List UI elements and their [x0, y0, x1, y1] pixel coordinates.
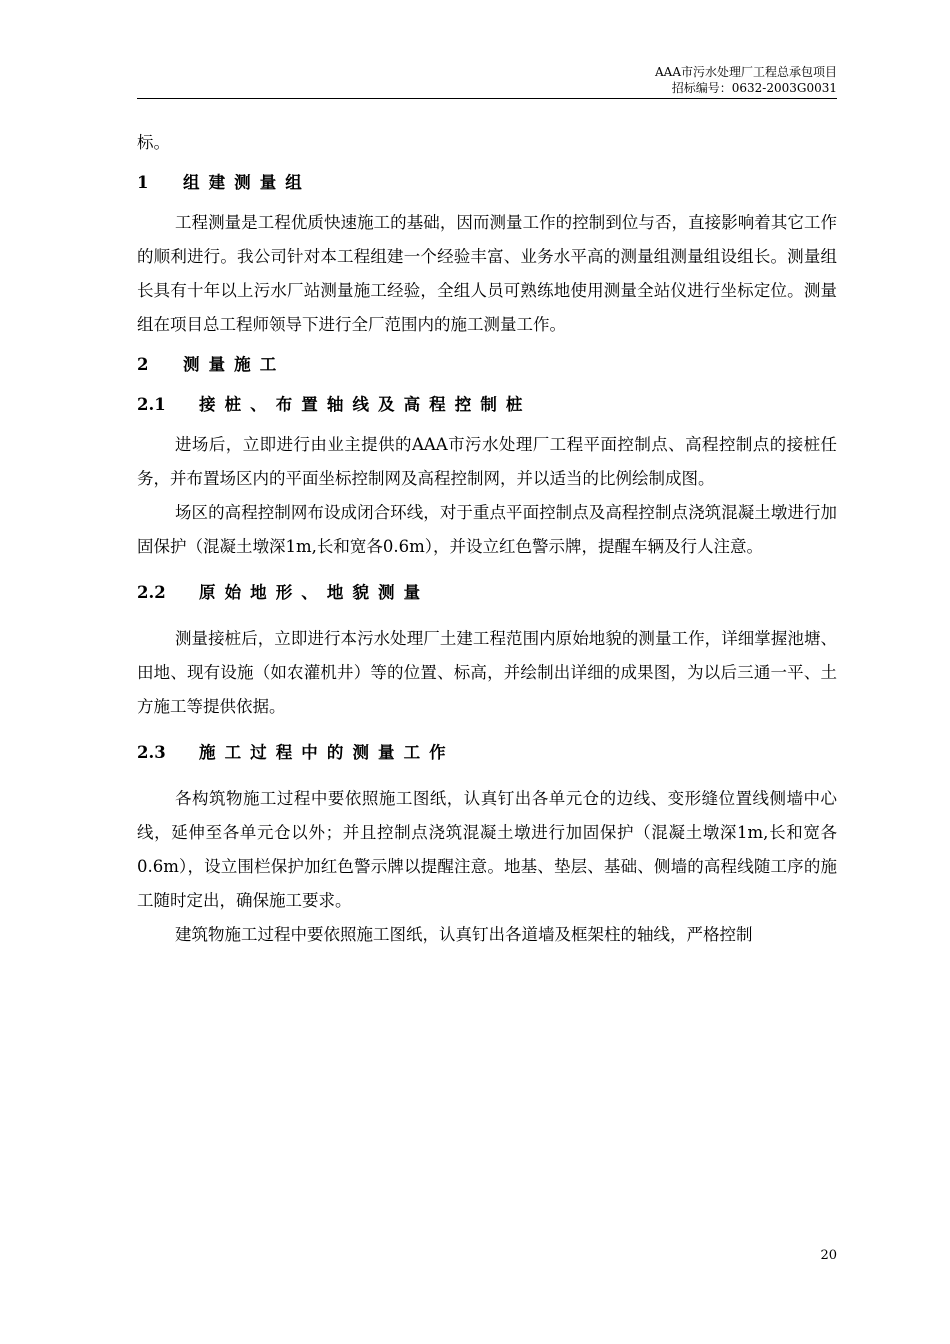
page-number: 20 [820, 1248, 837, 1263]
heading-number: 2.1 [137, 395, 166, 414]
paragraph-elevation-network: 场区的高程控制网布设成闭合环线，对于重点平面控制点及高程控制点浇筑混凝土墩进行加固保护（混凝土墩深1m,长和宽各0.6m），并设立红色警示牌，提醒车辆及行人注意。 [137, 503, 837, 556]
heading-form-survey-team [137, 166, 837, 200]
paragraph-terrain-survey: 测量接桩后，立即进行本污水处理厂土建工程范围内原始地貌的测量工作，详细掌握池塘、田地、现有设施（如农灌机井）等的位置、标高，并绘制出详细的成果图，为以后三通一平、土方施工等提供依据。 [137, 629, 837, 716]
heading-title: 接桩、布置轴线及高程控制桩 [199, 395, 532, 414]
heading-title: 测量施工 [183, 355, 286, 374]
heading-title: 原始地形、地貌测量 [199, 583, 430, 602]
page-header [137, 64, 837, 96]
heading-number: 1 [137, 173, 149, 192]
paragraph-structure-survey: 各构筑物施工过程中要依照施工图纸，认真钉出各单元仓的边线、变形缝位置线侧墙中心线，延伸至各单元仓以外；并且控制点浇筑混凝土墩进行加固保护（混凝土墩深1m,长和宽各0.6m），设立围栏保护加红色警示牌以提醒注意。地基、垫层、基础、侧墙的高程线随工序的施工随时定出，确保施工要求。 [137, 789, 837, 910]
heading-control-piles [137, 388, 837, 422]
heading-title: 施工过程中的测量工作 [199, 743, 455, 762]
header-divider [137, 98, 837, 99]
header-project-name: AAA市污水处理厂工程总承包项目 [655, 65, 837, 79]
paragraph-building-survey: 建筑物施工过程中要依照施工图纸，认真钉出各道墙及框架柱的轴线，严格控制 [175, 925, 753, 944]
paragraph-continuation: 标。 [137, 133, 170, 152]
header-tender-number: 招标编号：0632-2003G0031 [671, 81, 837, 95]
heading-terrain-survey [137, 576, 837, 610]
heading-construction-survey [137, 736, 837, 770]
heading-number: 2 [137, 355, 149, 374]
paragraph-pile-receiving: 进场后，立即进行由业主提供的AAA市污水处理厂工程平面控制点、高程控制点的接桩任务，并布置场区内的平面坐标控制网及高程控制网，并以适当的比例绘制成图。 [137, 435, 837, 488]
heading-survey-construction [137, 348, 837, 382]
heading-number: 2.3 [137, 743, 166, 762]
paragraph-survey-team: 工程测量是工程优质快速施工的基础，因而测量工作的控制到位与否，直接影响着其它工作的顺利进行。我公司针对本工程组建一个经验丰富、业务水平高的测量组测量组设组长。测量组长具有十年以上污水厂站测量施工经验，全组人员可熟练地使用测量全站仪进行坐标定位。测量组在项目总工程师领导下进行全厂范围内的施工测量工作。 [137, 213, 837, 334]
heading-number: 2.2 [137, 583, 166, 602]
heading-title: 组建测量组 [183, 173, 311, 192]
document-body [137, 126, 837, 952]
